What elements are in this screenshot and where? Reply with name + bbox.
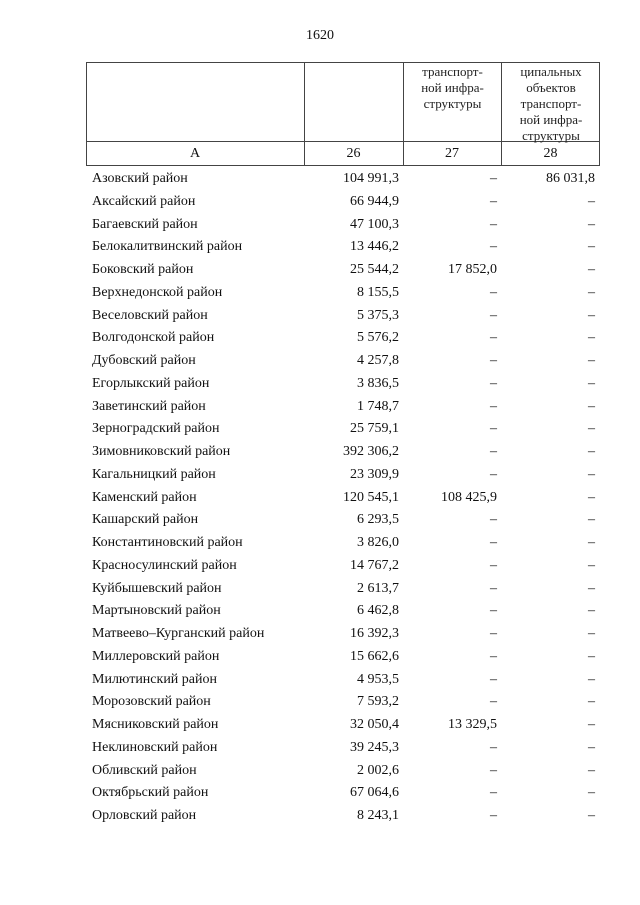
value-col27: – xyxy=(490,330,497,346)
value-col28: – xyxy=(588,580,595,596)
value-col27: 17 852,0 xyxy=(448,262,497,277)
district-name: Мясниковский район xyxy=(92,717,219,732)
value-col26: 23 309,9 xyxy=(350,466,399,482)
table-row xyxy=(0,672,640,695)
table-row xyxy=(0,376,640,399)
table-row xyxy=(0,740,640,763)
value-col26: 4 953,5 xyxy=(357,671,399,687)
header-col27-line: ной инфра- xyxy=(421,80,484,95)
district-name: Заветинский район xyxy=(92,398,206,414)
value-col26: 13 446,2 xyxy=(350,239,399,255)
header-col28-line: объектов xyxy=(526,80,576,95)
table-header xyxy=(86,62,600,168)
value-col27: – xyxy=(490,444,497,459)
value-col27: – xyxy=(490,626,497,641)
value-col28: – xyxy=(588,762,595,778)
table-row xyxy=(0,512,640,535)
value-col26: 66 944,9 xyxy=(350,193,399,209)
value-col28: – xyxy=(588,671,595,687)
value-col26: 39 245,3 xyxy=(350,739,399,755)
table-row xyxy=(0,308,640,331)
table-row xyxy=(0,239,640,262)
value-col26: 3 826,0 xyxy=(357,535,399,550)
value-col27: – xyxy=(490,171,497,186)
value-col27: – xyxy=(490,421,497,437)
value-col26: 5 576,2 xyxy=(357,330,399,346)
header-col28-line: ципальных xyxy=(520,64,582,79)
table-row xyxy=(0,490,640,513)
value-col26: 2 002,6 xyxy=(357,762,399,778)
table-row xyxy=(0,694,640,717)
value-col28: – xyxy=(588,239,595,255)
value-col26: 15 662,6 xyxy=(350,648,399,664)
district-name: Белокалитвинский район xyxy=(92,239,243,255)
value-col26: 25 544,2 xyxy=(350,262,399,277)
district-name: Багаевский район xyxy=(92,216,198,232)
index-28: 28 xyxy=(543,146,558,161)
value-col28: – xyxy=(588,284,595,300)
district-name: Неклиновский район xyxy=(92,739,218,755)
table-row xyxy=(0,558,640,581)
table-row xyxy=(0,444,640,467)
value-col28: – xyxy=(588,398,595,414)
district-name: Аксайский район xyxy=(92,193,196,209)
value-col28: – xyxy=(588,557,595,573)
value-col27: – xyxy=(490,353,497,368)
table-row xyxy=(0,194,640,217)
value-col27: – xyxy=(490,557,497,573)
table-row xyxy=(0,353,640,376)
district-name: Егорлыкский район xyxy=(92,375,210,391)
district-name: Орловский район xyxy=(92,808,197,823)
value-col27: – xyxy=(490,739,497,755)
table-row xyxy=(0,171,640,194)
district-name: Кагальницкий район xyxy=(92,466,216,482)
district-name: Веселовский район xyxy=(92,307,208,323)
value-col28: – xyxy=(588,262,595,277)
district-name: Зимовниковский район xyxy=(92,444,231,459)
table-row xyxy=(0,649,640,672)
value-col26: 3 836,5 xyxy=(357,375,399,391)
header-col28 xyxy=(502,64,600,144)
value-col26: 25 759,1 xyxy=(350,421,399,437)
district-name: Верхнедонской район xyxy=(92,284,223,300)
value-col28: 86 031,8 xyxy=(546,171,595,186)
value-col27: – xyxy=(490,512,497,528)
value-col26: 104 991,3 xyxy=(343,171,399,186)
header-col27 xyxy=(404,64,501,112)
value-col28: – xyxy=(588,307,595,323)
value-col26: 8 155,5 xyxy=(357,284,399,300)
value-col28: – xyxy=(588,717,595,732)
district-name: Константиновский район xyxy=(92,535,243,550)
district-name: Миллеровский район xyxy=(92,648,220,664)
value-col27: – xyxy=(490,535,497,550)
district-name: Куйбышевский район xyxy=(92,580,222,596)
district-name: Азовский район xyxy=(92,171,188,186)
table-row xyxy=(0,399,640,422)
value-col27: – xyxy=(490,808,497,823)
table-row xyxy=(0,217,640,240)
value-col27: – xyxy=(490,694,497,710)
value-col26: 32 050,4 xyxy=(350,717,399,732)
value-col26: 6 462,8 xyxy=(357,603,399,619)
table-row xyxy=(0,581,640,604)
table-row xyxy=(0,763,640,786)
index-27: 27 xyxy=(445,146,459,161)
table-row xyxy=(0,467,640,490)
table-row xyxy=(0,535,640,558)
value-col27: – xyxy=(490,216,497,232)
district-name: Боковский район xyxy=(92,262,194,277)
table-row xyxy=(0,285,640,308)
header-col28-line: транспорт- xyxy=(520,96,582,111)
value-col28: – xyxy=(588,421,595,437)
value-col26: 5 375,3 xyxy=(357,307,399,323)
value-col28: – xyxy=(588,694,595,710)
value-col26: 4 257,8 xyxy=(357,353,399,368)
value-col27: – xyxy=(490,785,497,801)
table-row xyxy=(0,717,640,740)
header-col27-line: транспорт- xyxy=(422,64,483,79)
district-name: Октябрьский район xyxy=(92,785,209,801)
header-col28-line: структуры xyxy=(522,128,580,143)
value-col26: 8 243,1 xyxy=(357,808,399,823)
value-col27: – xyxy=(490,762,497,778)
value-col28: – xyxy=(588,785,595,801)
value-col28: – xyxy=(588,216,595,232)
district-name: Кашарский район xyxy=(92,512,199,528)
value-col28: – xyxy=(588,739,595,755)
district-name: Каменский район xyxy=(92,489,197,505)
value-col28: – xyxy=(588,444,595,459)
value-col27: – xyxy=(490,307,497,323)
value-col28: – xyxy=(588,330,595,346)
value-col27: – xyxy=(490,239,497,255)
value-col28: – xyxy=(588,626,595,641)
value-col26: 67 064,6 xyxy=(350,785,399,801)
value-col28: – xyxy=(588,648,595,664)
value-col28: – xyxy=(588,466,595,482)
value-col27: 108 425,9 xyxy=(441,489,497,505)
value-col28: – xyxy=(588,353,595,368)
value-col27: – xyxy=(490,603,497,619)
value-col27: – xyxy=(490,284,497,300)
table-row xyxy=(0,330,640,353)
value-col28: – xyxy=(588,375,595,391)
district-name: Милютинский район xyxy=(92,671,218,687)
value-col27: 13 329,5 xyxy=(448,717,497,732)
value-col26: 14 767,2 xyxy=(350,557,399,573)
value-col26: 47 100,3 xyxy=(350,216,399,232)
value-col27: – xyxy=(490,648,497,664)
table-row xyxy=(0,808,640,831)
value-col26: 392 306,2 xyxy=(343,444,399,459)
district-name: Дубовский район xyxy=(92,353,196,368)
value-col27: – xyxy=(490,580,497,596)
district-name: Зерноградский район xyxy=(92,421,220,437)
district-name: Матвеево–Курганский район xyxy=(92,626,265,641)
index-26: 26 xyxy=(346,146,361,161)
district-name: Морозовский район xyxy=(92,694,211,710)
value-col28: – xyxy=(588,489,595,505)
value-col27: – xyxy=(490,193,497,209)
value-col27: – xyxy=(490,466,497,482)
table-row xyxy=(0,262,640,285)
index-a: А xyxy=(189,146,201,161)
value-col28: – xyxy=(588,808,595,823)
value-col26: 7 593,2 xyxy=(357,694,399,710)
value-col28: – xyxy=(588,535,595,550)
district-name: Волгодонской район xyxy=(92,330,215,346)
value-col27: – xyxy=(490,671,497,687)
table-row xyxy=(0,603,640,626)
district-name: Мартыновский район xyxy=(92,603,221,619)
value-col26: 6 293,5 xyxy=(357,512,399,528)
value-col26: 16 392,3 xyxy=(350,626,399,641)
value-col28: – xyxy=(588,603,595,619)
value-col28: – xyxy=(588,193,595,209)
value-col26: 120 545,1 xyxy=(343,489,399,505)
table-row xyxy=(0,421,640,444)
value-col28: – xyxy=(588,512,595,528)
page-number: 1620 xyxy=(306,28,334,43)
value-col27: – xyxy=(490,398,497,414)
district-name: Обливский район xyxy=(92,762,197,778)
table-row xyxy=(0,785,640,808)
value-col26: 2 613,7 xyxy=(357,580,399,596)
table-row xyxy=(0,626,640,649)
value-col27: – xyxy=(490,375,497,391)
header-col28-line: ной инфра- xyxy=(519,112,583,127)
value-col26: 1 748,7 xyxy=(357,398,399,414)
header-col27-line: структуры xyxy=(423,96,482,111)
district-name: Красносулинский район xyxy=(92,557,237,573)
